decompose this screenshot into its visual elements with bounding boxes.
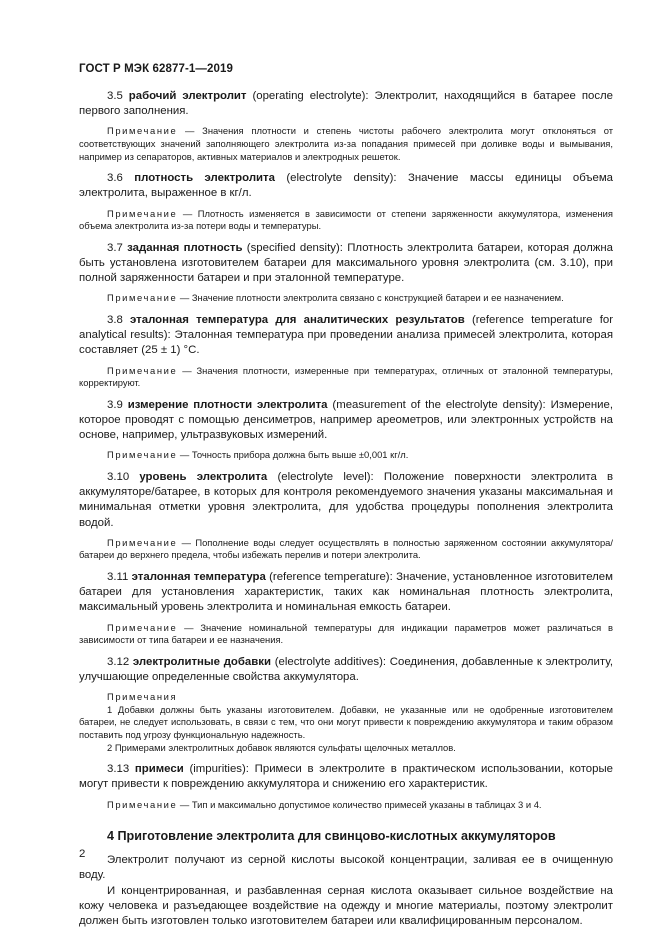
notes-label: Примечания bbox=[107, 691, 178, 703]
term-english: (reference temperature): bbox=[269, 570, 393, 583]
note-label: Примечание bbox=[107, 364, 178, 376]
page-number: 2 bbox=[79, 848, 86, 860]
term-number: 3.11 bbox=[107, 570, 129, 583]
term-3-6 bbox=[79, 171, 613, 201]
note-text: — Точность прибора должна быть выше ±0,001 кг/л. bbox=[179, 449, 409, 461]
term-number: 3.9 bbox=[107, 398, 123, 411]
note-text: — Пополнение воды следует осуществлять в полностью заряженном состоянии аккумулятора/батареи до верхнего предела, чтобы избежать перелив и потери электролита. bbox=[79, 536, 613, 561]
term-english: (impurities): bbox=[189, 763, 249, 776]
term-name: измерение плотности электролита bbox=[127, 398, 328, 411]
term-3-9 bbox=[79, 398, 613, 444]
term-3-10 bbox=[79, 470, 613, 531]
note-3-13 bbox=[79, 799, 613, 812]
notes-heading bbox=[79, 691, 613, 704]
term-definition: Плотность электролита батареи, которая должна быть установлена изготовителем батареи для максимального уровня электролита (см. 3.10), при полной заряженности батареи и при эталонной температуре. bbox=[79, 241, 614, 285]
term-definition: Соединения, добавленные к электролиту, улучшающие определенные свойства аккумулятора. bbox=[79, 655, 613, 683]
term-definition: Значение массы единицы объема электролита, выраженное в кг/л. bbox=[79, 172, 613, 200]
note-label: Примечание bbox=[107, 125, 178, 137]
term-number: 3.12 bbox=[107, 655, 130, 668]
note-3-7 bbox=[79, 292, 613, 305]
note-label: Примечание bbox=[107, 536, 178, 548]
term-number: 3.6 bbox=[107, 172, 123, 185]
note-text: — Плотность изменяется в зависимости от степени заряженности аккумулятора, изменения объема электролита из-за потери воды и температуры. bbox=[79, 207, 613, 232]
note-label: Примечание bbox=[107, 621, 178, 633]
term-english: (reference temperature for analytical results): bbox=[79, 313, 613, 342]
term-english: (electrolyte density): bbox=[286, 172, 397, 185]
term-3-5 bbox=[79, 89, 613, 119]
document-header: ГОСТ Р МЭК 62877-1—2019 bbox=[79, 63, 233, 75]
note-3-5 bbox=[79, 125, 613, 163]
term-english: (measurement of the electrolyte density): bbox=[332, 398, 546, 411]
term-english: (electrolyte level): bbox=[277, 470, 374, 483]
note-3-8 bbox=[79, 365, 613, 390]
term-number: 3.13 bbox=[107, 763, 130, 776]
term-definition: Положение поверхности электролита в аккумуляторе/батарее, в которых для контроля рекомендуемого значения указаны максимальная и минимальная отметки уровня электролита, для удобства процедуры пополнения электролита водой. bbox=[79, 470, 614, 529]
term-name: плотность электролита bbox=[134, 172, 275, 185]
term-english: (electrolyte additives): bbox=[274, 655, 387, 668]
note-label: Примечание bbox=[107, 207, 178, 219]
term-definition: Эталонная температура при проведении анализа примесей электролита, которая составляет (25 ± 1) °С. bbox=[79, 329, 613, 357]
term-name: эталонная температура для аналитических результатов bbox=[130, 313, 465, 326]
note-text: — Значение плотности электролита связано с конструкцией батареи и ее назначением. bbox=[179, 292, 564, 304]
note-3-6 bbox=[79, 208, 613, 233]
note-3-9 bbox=[79, 449, 613, 462]
note-3-10 bbox=[79, 537, 613, 562]
note-text: — Тип и максимально допустимое количество примесей указаны в таблицах 3 и 4. bbox=[179, 798, 542, 810]
note-item-1: 1 Добавки должны быть указаны изготовителем. Добавки, не указанные или не одобренные изготовителем батареи, не следует использовать, в связи с тем, что они могут привести к повреждению аккумулятора и таким образом поставить под угрозу функциональную надежность. bbox=[79, 703, 613, 740]
term-name: заданная плотность bbox=[127, 241, 243, 254]
term-name: электролитные добавки bbox=[132, 655, 271, 668]
term-name: эталонная температура bbox=[131, 570, 266, 583]
term-name: примеси bbox=[134, 763, 184, 776]
term-3-8 bbox=[79, 313, 613, 359]
term-number: 3.8 bbox=[107, 313, 123, 326]
term-definition: Примеси в электролите в практическом использовании, которые могут привести к повреждению аккумулятора и снижению его характеристик. bbox=[79, 763, 613, 791]
note-text: — Значения плотности, измеренные при температурах, отличных от эталонной температуры, корректируют. bbox=[79, 364, 613, 389]
note-label: Примечание bbox=[107, 798, 178, 810]
term-3-12 bbox=[79, 655, 613, 685]
document-body bbox=[79, 89, 613, 929]
note-label: Примечание bbox=[107, 292, 178, 304]
term-english: (operating electrolyte): bbox=[252, 90, 369, 102]
notes-3-12 bbox=[79, 691, 613, 754]
section-4-paragraph-2: И концентрированная, и разбавленная серная кислота оказывает сильное воздействие на кожу человека и разъедающее воздействие на одежду и многие материалы, поэтому электролит должен быть изготовлен только изготовителем батареи или квалифицированным персоналом. bbox=[79, 884, 613, 927]
term-number: 3.5 bbox=[107, 90, 123, 102]
term-definition: Измерение, которое проводят с помощью денсиметров, например ареометров, или электронных устройств на основе, например, ультразвуковых измерений. bbox=[79, 398, 614, 442]
note-text: — Значения плотности и степень чистоты рабочего электролита могут отклоняться от соответствующих значений заполняющего электролита из-за попадания примесей при доливке воды и вымывания, например из сепараторов, активных материалов и электродных решеток. bbox=[79, 125, 613, 162]
term-number: 3.10 bbox=[107, 470, 130, 483]
note-text: — Значение номинальной температуры для индикации параметров может различаться в зависимости от типа батареи и ее назначения. bbox=[79, 621, 613, 646]
section-4-title: 4 Приготовление электролита для свинцово-кислотных аккумуляторов bbox=[107, 829, 556, 844]
term-definition: Значение, установленное изготовителем батареи для установления характеристик, таких как номинальная плотность электролита, максимальный уровень электролита и номинальная емкость батареи. bbox=[79, 570, 613, 614]
note-item-2: 2 Примерами электролитных добавок являются сульфаты щелочных металлов. bbox=[107, 741, 456, 753]
term-number: 3.7 bbox=[107, 241, 123, 254]
note-3-11 bbox=[79, 622, 613, 647]
term-3-11 bbox=[79, 570, 613, 616]
term-name: рабочий электролит bbox=[128, 90, 247, 102]
term-3-7 bbox=[79, 241, 613, 287]
term-name: уровень электролита bbox=[139, 470, 268, 483]
term-english: (specified density): bbox=[246, 241, 343, 254]
section-4-paragraph-1: Электролит получают из серной кислоты высокой концентрации, заливая ее в очищенную воду. bbox=[79, 854, 613, 882]
note-label: Примечание bbox=[107, 449, 178, 461]
term-definition: Электролит, находящийся в батарее после первого заполнения. bbox=[79, 90, 614, 118]
term-3-13 bbox=[79, 762, 613, 792]
